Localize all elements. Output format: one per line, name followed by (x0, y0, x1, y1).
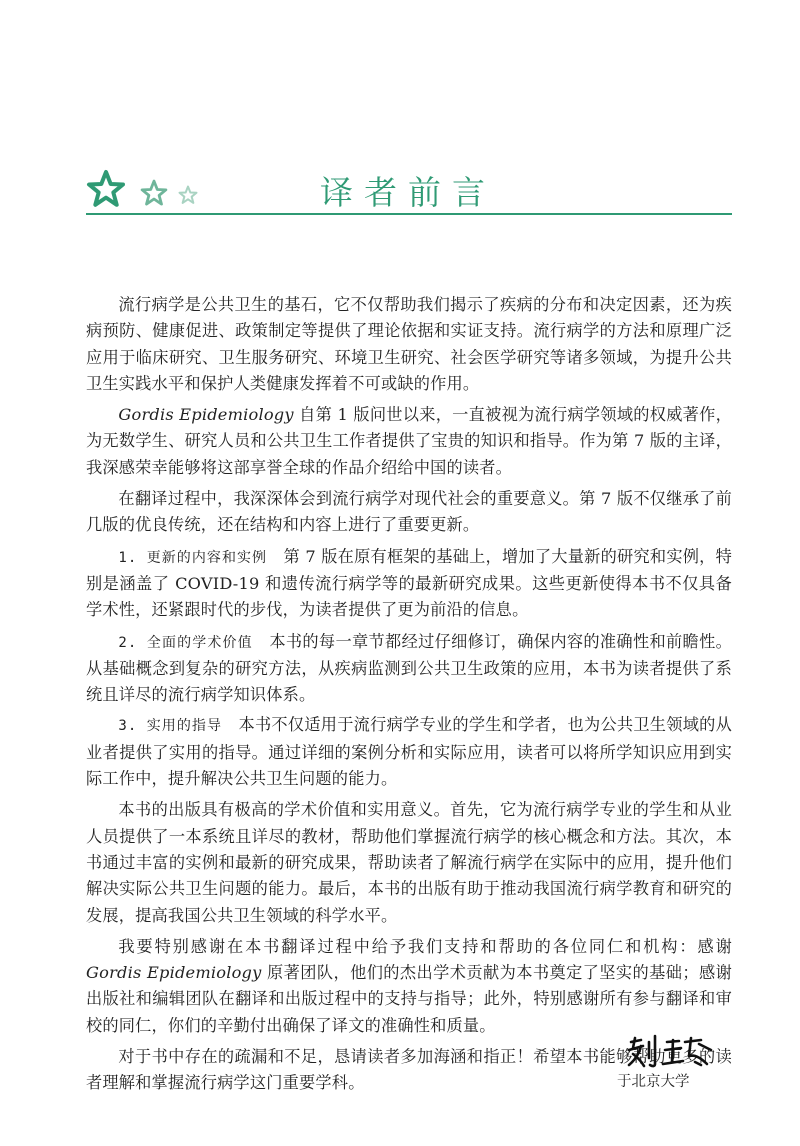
paragraph (86, 629, 732, 709)
handwritten-signature (625, 1032, 715, 1072)
star-outline-icon (86, 169, 126, 209)
book-title: Gordis Epidemiology (118, 405, 294, 425)
paragraph-text: 原著团队，他们的杰出学术贡献为本书奠定了坚实的基础；感谢出版社和编辑团队在翻译和出版过程中的支持与指导；此外，特别感谢所有参与翻译和审校的同仁，你们的辛勤付出确保了译文的准确性和质量。 (86, 963, 732, 1035)
paragraph (86, 797, 732, 928)
paragraph (86, 486, 732, 539)
paragraph (86, 402, 732, 481)
list-heading: 2. 全面的学术价值 (118, 634, 253, 651)
translator-affiliation: 于北京大学 (617, 1074, 690, 1090)
paragraph-text: 在翻译过程中，我深深体会到流行病学对现代社会的重要意义。第 7 版不仅继承了前几版的优良传统，还在结构和内容上进行了重要更新。 (86, 489, 732, 535)
list-heading: 3. 实用的指导 (118, 718, 223, 735)
paragraph-text: 本书的出版具有极高的学术价值和实用意义。首先，它为流行病学专业的学生和从业人员提供了一本系统且详尽的教材，帮助他们掌握流行病学的核心概念和方法。其次，本书通过丰富的实例和最新的研究成果，帮助读者了解流行病学在实际中的应用，提升他们解决实际公共卫生问题的能力。最后，本书的出版有助于推动我国流行病学教育和研究的发展，提高我国公共卫生领域的科学水平。 (86, 800, 732, 925)
star-outline-icon (140, 179, 168, 207)
paragraph-text: 我要特别感谢在本书翻译过程中给予我们支持和帮助的各位同仁和机构：感谢 (118, 936, 732, 956)
preface-body (86, 292, 732, 1102)
paragraph (86, 544, 732, 624)
paragraph-text: 本书的每一章节都经过仔细修订，确保内容的准确性和前瞻性。从基础概念到复杂的研究方法，从疾病监测到公共卫生政策的应用，本书为读者提供了系统且详尽的流行病学知识体系。 (86, 631, 732, 705)
paragraph-text: 本书不仅适用于流行病学专业的学生和学者，也为公共卫生领域的从业者提供了实用的指导。通过详细的案例分析和实际应用，读者可以将所学知识应用到实际工作中，提升解决公共卫生问题的能力。 (86, 715, 732, 789)
paragraph (86, 292, 732, 397)
paragraph-text: 自第 1 版问世以来，一直被视为流行病学领域的权威著作，为无数学生、研究人员和公共卫生工作者提供了宝贵的知识和指导。作为第 7 版的主译，我深感荣幸能够将这部享誉全球的作品介绍给中国的读者。 (86, 405, 732, 477)
preface-header (86, 165, 732, 217)
paragraph-text: 流行病学是公共卫生的基石，它不仅帮助我们揭示了疾病的分布和决定因素，还为疾病预防、健康促进、政策制定等提供了理论依据和实证支持。流行病学的方法和原理广泛应用于临床研究、卫生服务研究、环境卫生研究、社会医学研究等诸多领域，为提升公共卫生实践水平和保护人类健康发挥着不可或缺的作用。 (86, 295, 732, 393)
star-outline-icon (178, 185, 198, 205)
list-heading: 1. 更新的内容和实例 (118, 549, 268, 566)
paragraph-text: 对于书中存在的疏漏和不足，恳请读者多加海涵和指正！希望本书能够帮助更多的读者理解和掌握流行病学这门重要学科。 (86, 1047, 732, 1093)
paragraph (86, 934, 732, 1039)
title-underline (86, 213, 732, 215)
book-title: Gordis Epidemiology (86, 963, 262, 983)
paragraph (86, 712, 732, 792)
paragraph-text: 第 7 版在原有框架的基础上，增加了大量新的研究和实例，特别是涵盖了 COVID-19 和遗传流行病学等的最新研究成果。这些更新使得本书不仅具备学术性，还紧跟时代的步伐，为读者提供了更为前沿的信息。 (86, 546, 732, 620)
page-title: 译者前言 (320, 173, 496, 212)
